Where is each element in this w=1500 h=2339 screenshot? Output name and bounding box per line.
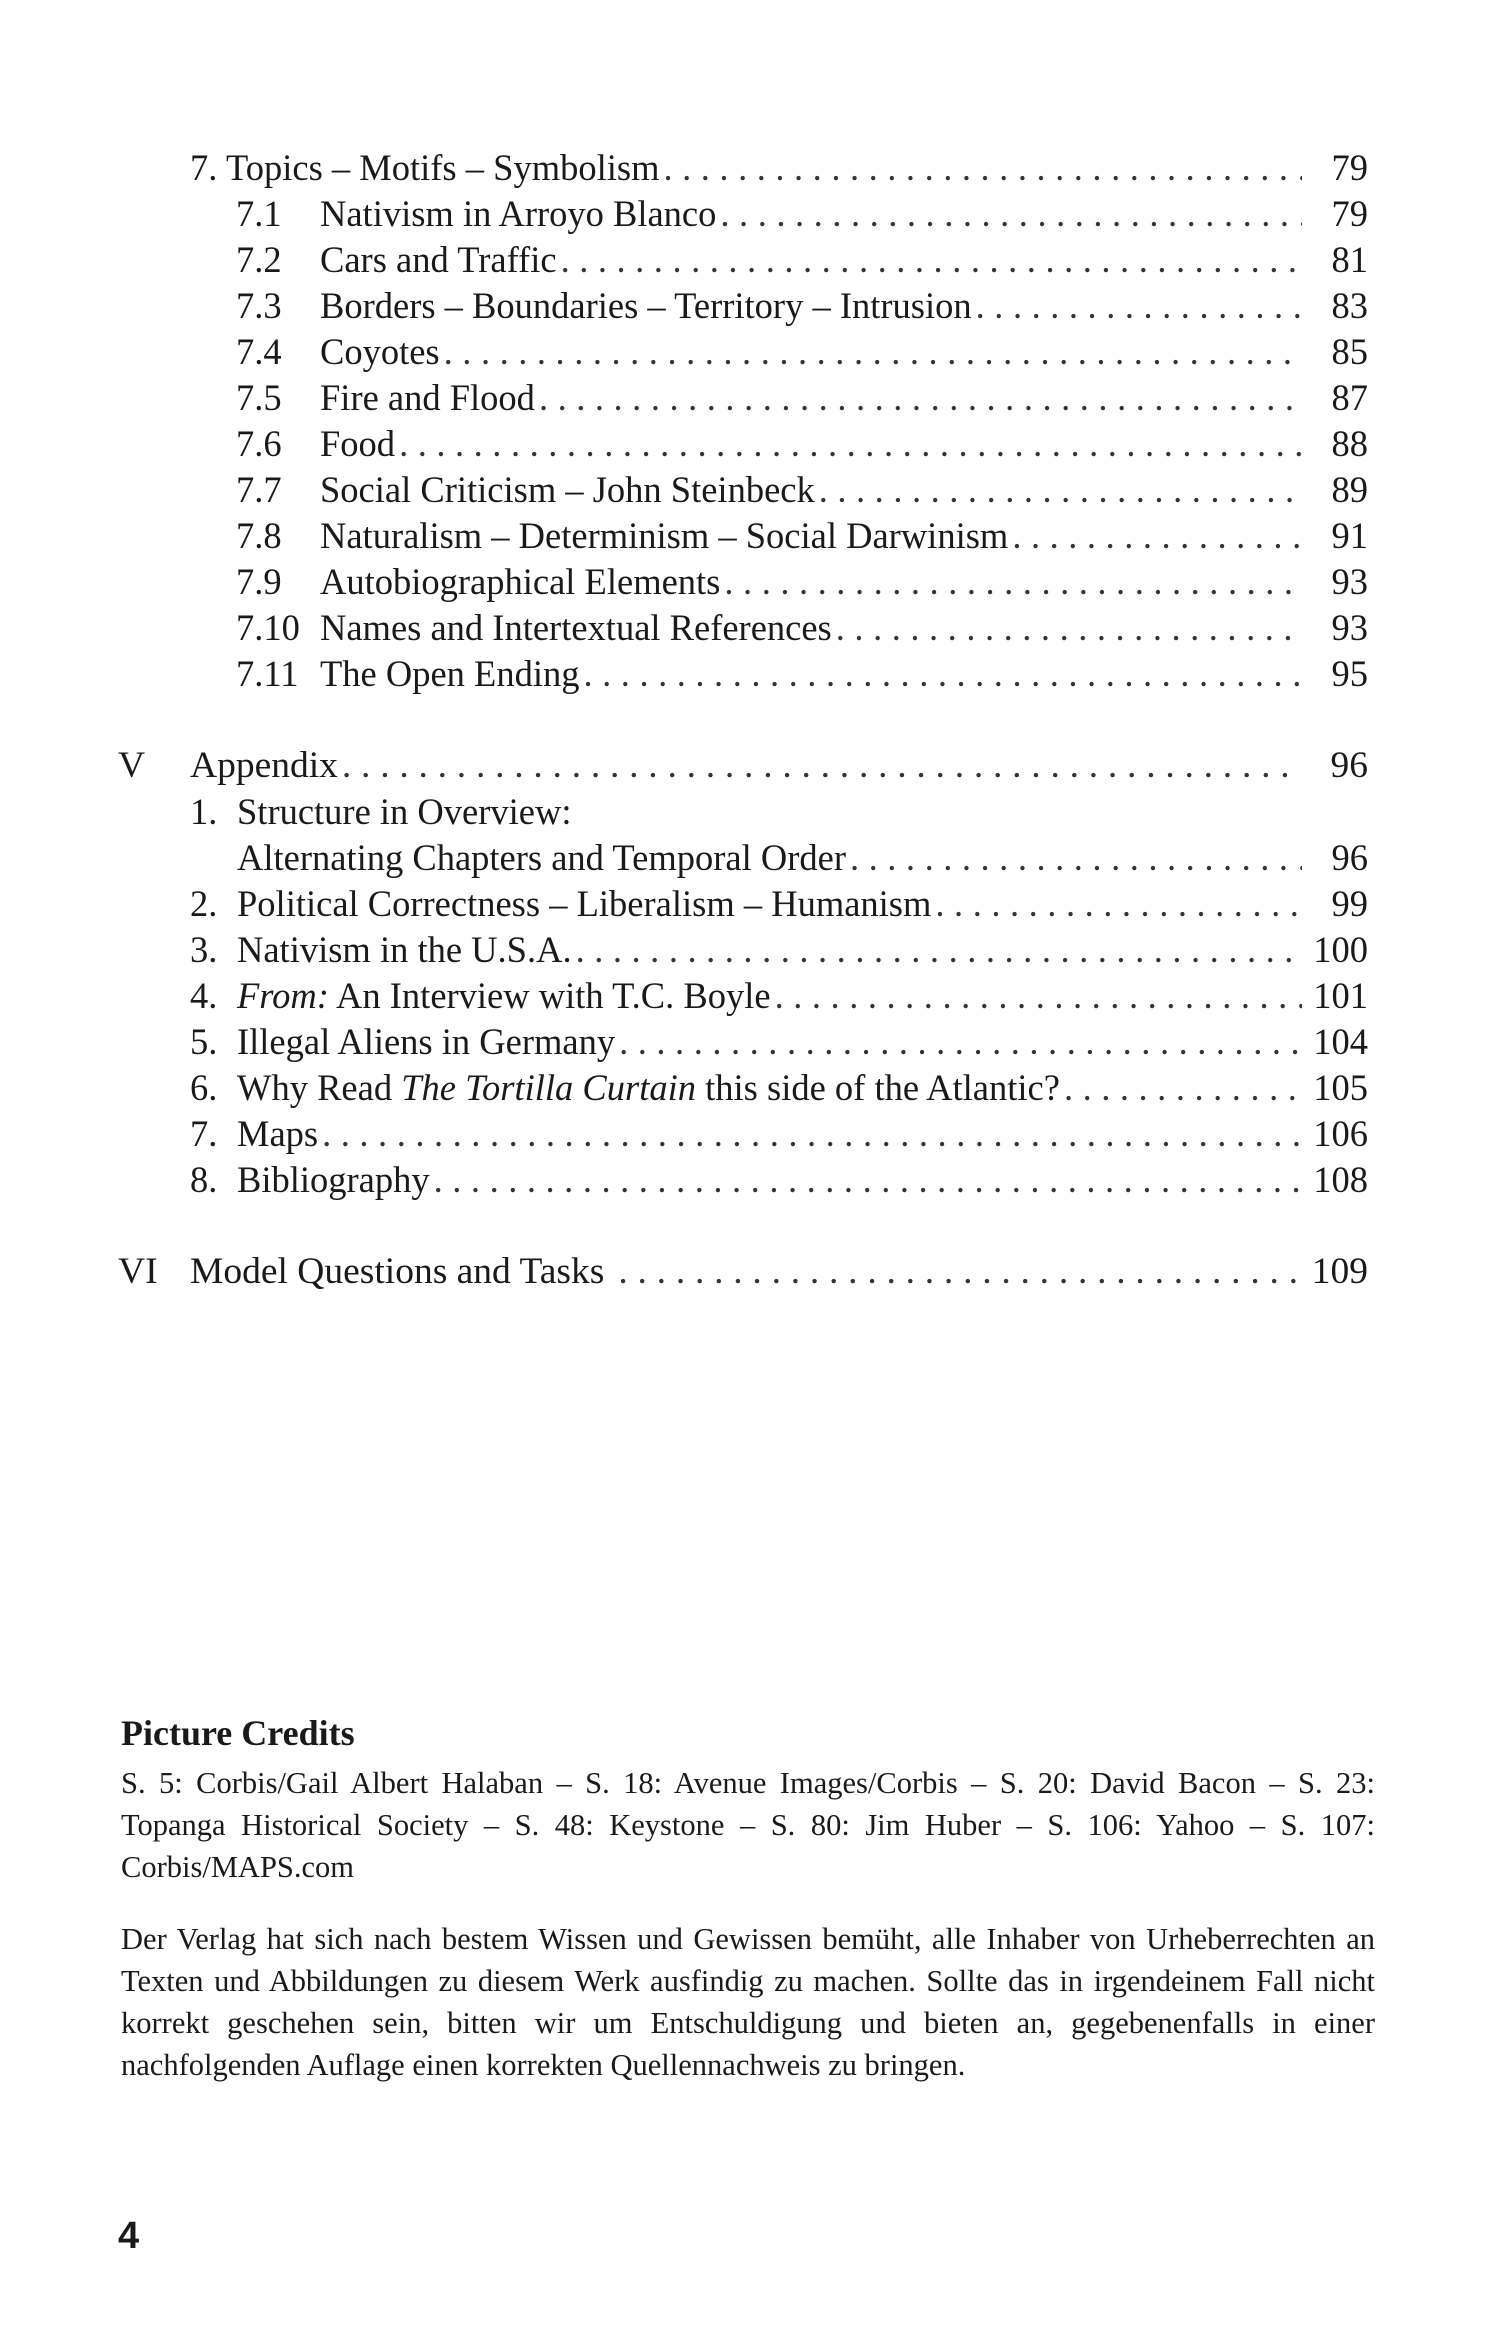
toc-entry-appendix-1-cont[interactable] — [118, 835, 1368, 881]
leader-dots — [584, 651, 1303, 697]
leader-dots — [399, 421, 1302, 467]
toc-entry-title: Nativism in the U.S.A. — [237, 929, 572, 970]
toc-entry-title: Model Questions and Tasks — [190, 1251, 605, 1292]
toc-entry-title: Coyotes — [320, 331, 440, 372]
picture-credits-text: S. 5: Corbis/Gail Albert Halaban – S. 18: Avenue Images/Corbis – S. 20: David Bacon – S. 23: Topanga Historical Society – S. 48: Keystone – S. 80: Jim Huber – S. 106: Yahoo – S. 107: Corbis/MAPS.com — [121, 1766, 1375, 1884]
leader-dots — [434, 1157, 1302, 1203]
toc-entry-page: 106 — [1313, 1113, 1368, 1154]
toc-entry-page: 100 — [1313, 929, 1368, 970]
toc-entry-page: 101 — [1313, 975, 1368, 1016]
toc-entry-title: Social Criticism – John Steinbeck — [320, 469, 815, 510]
toc-entry-7[interactable] — [118, 145, 1368, 191]
toc-entry-title: Cars and Traffic — [320, 239, 557, 280]
toc-entry-title: Autobiographical Elements — [320, 561, 721, 602]
leader-dots — [576, 927, 1302, 973]
leader-dots — [322, 1111, 1302, 1157]
toc-entry-page: 105 — [1313, 1067, 1368, 1108]
toc-entry-number: 7.5 — [236, 377, 282, 418]
picture-credits-heading: Picture Credits — [121, 1713, 355, 1753]
leader-dots — [720, 191, 1302, 237]
toc-entry-7-2[interactable] — [118, 237, 1368, 283]
copyright-notice: Der Verlag hat sich nach bestem Wissen und Gewissen bemüht, alle Inhaber von Urheberrechten an Texten und Abbildungen zu diesem Werk ausfindig zu machen. Sollte das in irgendeinem Fall nicht korrekt geschehen sein, bitten wir um Entschuldigung und bieten an, gegebenenfalls in einer nachfolgenden Auflage einen korrekten Quellennachweis zu bringen. — [121, 1922, 1375, 2082]
toc-entry-title-pre: Why Read — [237, 1067, 402, 1108]
toc-entry-7-11[interactable] — [118, 651, 1368, 697]
toc-entry-title — [237, 1065, 1060, 1111]
toc-entry-page: 93 — [1331, 607, 1368, 648]
leader-dots — [561, 237, 1302, 283]
toc-entry-appendix-3[interactable] — [118, 927, 1368, 973]
toc-entry-7-7[interactable] — [118, 467, 1368, 513]
toc-entry-title: Food — [320, 423, 396, 464]
toc-entry-number: 7.6 — [236, 423, 282, 464]
leader-dots — [618, 1249, 1302, 1295]
toc-entry-title: Topics – Motifs – Symbolism — [226, 147, 660, 188]
toc-entry-page: 87 — [1331, 377, 1368, 418]
toc-entry-number: 7.11 — [236, 653, 299, 694]
toc-entry-title: Bibliography — [237, 1159, 430, 1200]
toc-entry-title-italic: From: — [237, 975, 329, 1016]
toc-entry-model-questions[interactable] — [118, 1249, 1368, 1295]
toc-entry-title-rest: An Interview with T.C. Boyle — [328, 975, 771, 1016]
toc-chapter-roman: V — [118, 745, 146, 786]
toc-entry-page: 99 — [1331, 883, 1368, 924]
toc-entry-number: 7.2 — [236, 239, 282, 280]
leader-dots — [1012, 513, 1302, 559]
toc-entry-page: 91 — [1331, 515, 1368, 556]
toc-entry-page: 96 — [1331, 837, 1368, 878]
toc-entry-number: 6. — [190, 1067, 218, 1108]
toc-entry-title: Borders – Boundaries – Territory – Intrusion — [320, 285, 972, 326]
toc-entry-title — [237, 973, 771, 1019]
toc-entry-title: Maps — [237, 1113, 319, 1154]
toc-entry-title-italic: The Tortilla Curtain — [401, 1067, 697, 1108]
toc-entry-appendix[interactable] — [118, 743, 1368, 789]
toc-entry-title-post: this side of the Atlantic? — [696, 1067, 1060, 1108]
leader-dots — [619, 1019, 1302, 1065]
toc-entry-page: 96 — [1330, 745, 1368, 786]
toc-entry-page: 93 — [1331, 561, 1368, 602]
toc-entry-number: 7.9 — [236, 561, 282, 602]
toc-entry-number: 7. — [190, 147, 218, 188]
toc-entry-number: 7. — [190, 1113, 218, 1154]
toc-entry-number: 7.8 — [236, 515, 282, 556]
toc-entry-number: 7.3 — [236, 285, 282, 326]
toc-entry-number: 3. — [190, 929, 218, 970]
toc-entry-page: 108 — [1313, 1159, 1368, 1200]
leader-dots — [819, 467, 1302, 513]
toc-entry-7-6[interactable] — [118, 421, 1368, 467]
toc-entry-title-continued: Alternating Chapters and Temporal Order — [237, 837, 846, 878]
toc-entry-number: 7.7 — [236, 469, 282, 510]
leader-dots — [850, 835, 1302, 881]
toc-entry-appendix-1[interactable] — [118, 789, 1368, 835]
toc-entry-7-1[interactable] — [118, 191, 1368, 237]
toc-entry-7-10[interactable] — [118, 605, 1368, 651]
toc-entry-page: 89 — [1331, 469, 1368, 510]
toc-entry-7-4[interactable] — [118, 329, 1368, 375]
toc-entry-appendix-5[interactable] — [118, 1019, 1368, 1065]
leader-dots — [1064, 1065, 1302, 1111]
toc-entry-appendix-6[interactable] — [118, 1065, 1368, 1111]
toc-entry-7-3[interactable] — [118, 283, 1368, 329]
toc-entry-number: 7.1 — [236, 193, 282, 234]
toc-entry-title: The Open Ending — [320, 653, 580, 694]
toc-entry-title: Structure in Overview: — [237, 791, 572, 832]
toc-entry-title: Political Correctness – Liberalism – Humanism — [237, 883, 932, 924]
toc-entry-title: Naturalism – Determinism – Social Darwinism — [320, 515, 1009, 556]
toc-entry-title: Names and Intertextual References — [320, 607, 832, 648]
leader-dots — [935, 881, 1302, 927]
toc-entry-number: 4. — [190, 975, 218, 1016]
toc-entry-number: 5. — [190, 1021, 218, 1062]
toc-entry-title: Illegal Aliens in Germany — [237, 1021, 616, 1062]
toc-entry-7-8[interactable] — [118, 513, 1368, 559]
leader-dots — [976, 283, 1302, 329]
leader-dots — [342, 743, 1302, 789]
toc-entry-appendix-4[interactable] — [118, 973, 1368, 1019]
toc-entry-7-5[interactable] — [118, 375, 1368, 421]
leader-dots — [775, 973, 1302, 1019]
leader-dots — [444, 329, 1302, 375]
leader-dots — [663, 145, 1302, 191]
leader-dots — [539, 375, 1302, 421]
toc-entry-page: 83 — [1331, 285, 1368, 326]
toc-entry-page: 88 — [1331, 423, 1368, 464]
page-number: 4 — [118, 2215, 140, 2257]
toc-entry-page: 85 — [1331, 331, 1368, 372]
toc-entry-number: 7.10 — [236, 607, 300, 648]
toc-entry-page: 109 — [1311, 1251, 1368, 1292]
toc-entry-title: Fire and Flood — [320, 377, 535, 418]
leader-dots — [724, 559, 1302, 605]
toc-entry-page: 79 — [1331, 193, 1368, 234]
toc-entry-page: 95 — [1331, 653, 1368, 694]
toc-entry-number: 8. — [190, 1159, 218, 1200]
toc-entry-appendix-7[interactable] — [118, 1111, 1368, 1157]
toc-entry-number: 1. — [190, 791, 218, 832]
toc-entry-number: 2. — [190, 883, 218, 924]
toc-entry-title: Nativism in Arroyo Blanco — [320, 193, 717, 234]
toc-chapter-roman: VI — [118, 1251, 158, 1292]
toc-entry-title: Appendix — [190, 745, 338, 786]
toc-entry-number: 7.4 — [236, 331, 282, 372]
toc-entry-7-9[interactable] — [118, 559, 1368, 605]
toc-entry-page: 81 — [1331, 239, 1368, 280]
toc-entry-appendix-8[interactable] — [118, 1157, 1368, 1203]
toc-entry-page: 79 — [1331, 147, 1368, 188]
leader-dots — [836, 605, 1302, 651]
toc-entry-page: 104 — [1313, 1021, 1368, 1062]
toc-entry-appendix-2[interactable] — [118, 881, 1368, 927]
